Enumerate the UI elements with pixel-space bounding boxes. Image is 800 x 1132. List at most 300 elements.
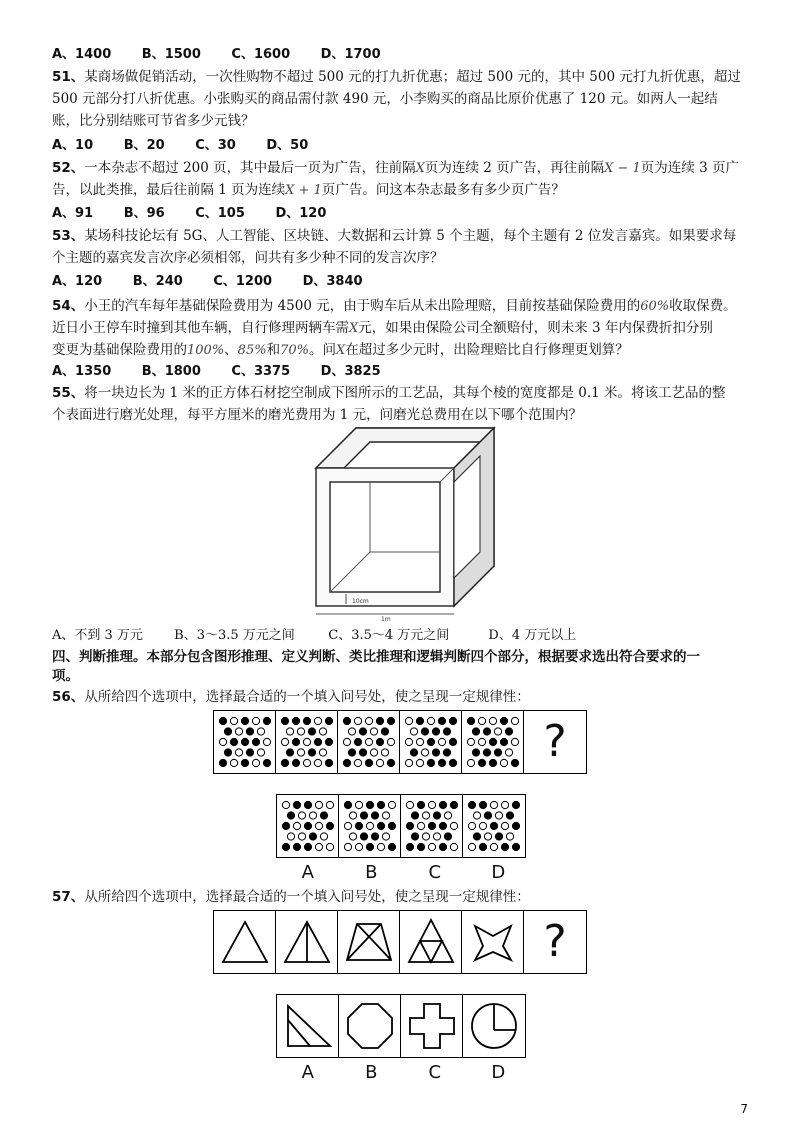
- dot-mark: [422, 812, 429, 819]
- dot-mark: [281, 759, 288, 766]
- dot-pattern-icon: [279, 714, 335, 770]
- dot-mark: [505, 749, 512, 756]
- dot-pattern-icon: [465, 714, 521, 770]
- cross-icon: [404, 998, 460, 1054]
- dot-mark: [308, 728, 315, 735]
- dot-mark: [382, 833, 389, 840]
- dot-mark: [405, 759, 412, 766]
- dot-mark: [416, 738, 423, 745]
- q57-q-cell-5: [462, 911, 524, 973]
- q54-option-c[interactable]: C、3375: [231, 364, 291, 379]
- dot-mark: [472, 749, 479, 756]
- dot-mark: [376, 759, 383, 766]
- q54-option-b[interactable]: B、1800: [141, 364, 201, 379]
- dot-mark: [438, 717, 445, 724]
- q57-option-b-figure[interactable]: [339, 995, 401, 1057]
- dot-mark: [354, 717, 361, 724]
- dot-mark: [366, 843, 373, 850]
- dot-mark: [388, 843, 395, 850]
- dot-mark: [308, 749, 315, 756]
- dot-mark: [472, 728, 479, 735]
- q54-text-line-1: [52, 296, 737, 317]
- star-shape-icon: [465, 914, 521, 970]
- dot-mark: [381, 728, 388, 735]
- section-4-header-line-2: 项。: [52, 668, 79, 684]
- dot-mark: [359, 728, 366, 735]
- dot-mark: [257, 749, 264, 756]
- q54-var-x: X: [349, 321, 359, 336]
- dot-mark: [421, 728, 428, 735]
- q54-stem-1b: 收取保费。: [669, 298, 737, 314]
- dot-pattern-icon: [404, 798, 460, 854]
- q53-option-d[interactable]: D、3840: [302, 274, 363, 289]
- dot-mark: [449, 759, 456, 766]
- thickness-label: 10cm: [352, 598, 369, 605]
- dot-mark: [489, 738, 496, 745]
- q56-letter-b[interactable]: B: [365, 862, 378, 883]
- q54-stem-3c: 和: [266, 342, 281, 358]
- crossed-trapezoid-icon: [341, 914, 397, 970]
- dot-mark: [511, 738, 518, 745]
- q56-option-strip: [276, 794, 526, 858]
- dot-mark: [387, 759, 394, 766]
- dot-mark: [246, 728, 253, 735]
- dot-mark: [376, 717, 383, 724]
- q51-option-a[interactable]: A、10: [52, 138, 94, 153]
- dot-mark: [309, 812, 316, 819]
- dot-mark: [309, 833, 316, 840]
- dot-mark: [360, 812, 367, 819]
- dot-mark: [427, 738, 434, 745]
- dot-mark: [478, 738, 485, 745]
- dot-mark: [293, 822, 300, 829]
- dot-mark: [506, 812, 513, 819]
- right-triangle-icon: [280, 998, 336, 1054]
- dot-mark: [433, 833, 440, 840]
- section-4-header-line-1: 四、判断推理。本部分包含图形推理、定义判断、类比推理和逻辑判断四个部分，根据要求选出符合要求的一: [52, 649, 700, 665]
- dot-mark: [450, 843, 457, 850]
- dot-mark: [235, 728, 242, 735]
- dot-mark: [410, 728, 417, 735]
- dot-mark: [388, 801, 395, 808]
- q54-pct-100: 100%: [187, 343, 225, 358]
- q54-option-a[interactable]: A、1350: [52, 364, 112, 379]
- dot-mark: [326, 822, 333, 829]
- dot-mark: [406, 822, 413, 829]
- dot-mark: [439, 843, 446, 850]
- q57-stem: 从所给四个选项中，选择最合适的一个填入问号处，使之呈现一定规律性：: [84, 889, 530, 905]
- dot-mark: [512, 801, 519, 808]
- dot-mark: [417, 822, 424, 829]
- q57-letter-b[interactable]: B: [365, 1062, 378, 1083]
- dot-mark: [417, 801, 424, 808]
- dot-mark: [297, 749, 304, 756]
- dot-mark: [230, 738, 237, 745]
- dot-mark: [303, 717, 310, 724]
- q57-q-cell-4: [400, 911, 462, 973]
- q51-text-line-1: [52, 67, 741, 87]
- q51-text-line-3: 账，比分别结账可节省多少元钱？: [52, 113, 255, 129]
- q55-option-d[interactable]: D、4 万元以上: [488, 628, 577, 643]
- dot-mark: [439, 822, 446, 829]
- dot-mark: [444, 833, 451, 840]
- q56-letter-c[interactable]: C: [428, 862, 442, 883]
- dot-mark: [241, 759, 248, 766]
- dot-mark: [406, 843, 413, 850]
- dot-mark: [224, 728, 231, 735]
- dot-mark: [366, 801, 373, 808]
- q57-letter-c[interactable]: C: [428, 1062, 442, 1083]
- q51-option-c[interactable]: C、30: [195, 138, 236, 153]
- dot-mark: [443, 749, 450, 756]
- dot-mark: [473, 812, 480, 819]
- dot-mark: [421, 749, 428, 756]
- dot-mark: [449, 717, 456, 724]
- dot-mark: [427, 759, 434, 766]
- q54-stem-1a: 小王的汽车每年基础保险费用为 4500 元，由于购车后从未出险理赔，目前按基础保险费用的: [84, 298, 641, 314]
- dot-mark: [326, 843, 333, 850]
- q57-option-d-figure[interactable]: [463, 995, 525, 1057]
- dot-mark: [494, 728, 501, 735]
- dot-mark: [252, 717, 259, 724]
- dot-mark: [370, 749, 377, 756]
- dot-mark: [473, 833, 480, 840]
- q55-option-a[interactable]: A、不到 3 万元: [52, 628, 143, 643]
- dot-mark: [287, 833, 294, 840]
- dot-mark: [252, 759, 259, 766]
- q50-option-b[interactable]: B、1500: [141, 47, 201, 62]
- dot-mark: [319, 728, 326, 735]
- dot-mark: [344, 822, 351, 829]
- dot-mark: [315, 822, 322, 829]
- hollow-cube-figure: [308, 418, 504, 622]
- q54-options: [52, 362, 407, 382]
- q57-option-c-figure[interactable]: [401, 995, 463, 1057]
- q54-option-d[interactable]: D、3825: [320, 364, 381, 379]
- q57-letter-d[interactable]: D: [491, 1062, 506, 1083]
- dot-pattern-icon: [341, 714, 397, 770]
- dot-pattern-icon: [342, 798, 398, 854]
- dot-mark: [326, 801, 333, 808]
- dot-mark: [467, 759, 474, 766]
- q56-option-b-figure[interactable]: [339, 795, 401, 857]
- q52-options: [52, 204, 352, 224]
- dot-mark: [252, 738, 259, 745]
- dot-mark: [325, 717, 332, 724]
- dot-mark: [478, 717, 485, 724]
- dot-mark: [388, 822, 395, 829]
- q56-number: 56、: [52, 689, 85, 705]
- q54-stem-3e: 在超过多少元时，出险理赔比自行修理更划算？: [345, 342, 629, 358]
- dot-pattern-icon: [466, 798, 522, 854]
- q56-option-letters: [276, 862, 530, 883]
- dot-mark: [416, 717, 423, 724]
- dot-mark: [365, 738, 372, 745]
- q56-option-d-figure[interactable]: [463, 795, 525, 857]
- dot-mark: [343, 717, 350, 724]
- q54-stem-3b: 、: [224, 342, 238, 358]
- q56-stem: 从所给四个选项中，选择最合适的一个填入问号处，使之呈现一定规律性：: [84, 689, 530, 705]
- dot-mark: [314, 738, 321, 745]
- dot-mark: [376, 738, 383, 745]
- q56-option-a-figure[interactable]: [277, 795, 339, 857]
- dot-mark: [281, 738, 288, 745]
- dot-mark: [512, 843, 519, 850]
- q51-options: [52, 136, 334, 156]
- q52-option-d[interactable]: D、120: [275, 206, 327, 221]
- q53-text-line-1: [52, 226, 736, 246]
- q56-q-cell-5: [462, 711, 524, 773]
- split-triangle-icon: [279, 914, 335, 970]
- q54-text-line-3: [52, 340, 629, 361]
- dot-mark: [343, 738, 350, 745]
- dot-mark: [281, 717, 288, 724]
- triangle-icon: [217, 914, 273, 970]
- page-number: 7: [740, 1102, 748, 1116]
- side-length-label: 1m: [381, 616, 391, 622]
- dot-mark: [282, 822, 289, 829]
- dot-mark: [495, 812, 502, 819]
- dot-mark: [405, 717, 412, 724]
- q55-stem-1: 将一块边长为 1 米的正方体石材挖空制成下图所示的工艺品，其每个棱的宽度都是 0.1 米。将该工艺品的整: [84, 385, 726, 401]
- dot-mark: [292, 738, 299, 745]
- dot-mark: [286, 749, 293, 756]
- dot-mark: [354, 759, 361, 766]
- q54-number: 54、: [52, 298, 85, 314]
- dot-mark: [438, 759, 445, 766]
- dot-mark: [406, 801, 413, 808]
- q52-text-line-1: [52, 158, 739, 179]
- q53-option-b[interactable]: B、240: [132, 274, 183, 289]
- dot-mark: [348, 728, 355, 735]
- dot-mark: [365, 717, 372, 724]
- dot-mark: [387, 717, 394, 724]
- q52-option-c[interactable]: C、105: [195, 206, 245, 221]
- dot-mark: [512, 822, 519, 829]
- dot-mark: [241, 738, 248, 745]
- q55-option-c[interactable]: C、3.5～4 万元之间: [328, 628, 450, 643]
- q53-stem-1: 某场科技论坛有 5G、人工智能、区块链、大数据和云计算 5 个主题，每个主题有 2 位发言嘉宾。如果要求每: [84, 228, 737, 244]
- q57-number: 57、: [52, 889, 85, 905]
- dot-mark: [479, 801, 486, 808]
- q56-q-cell-3: [338, 711, 400, 773]
- q57-letter-a[interactable]: A: [301, 1062, 314, 1083]
- dot-mark: [479, 843, 486, 850]
- dot-mark: [428, 843, 435, 850]
- q54-var-x-2: X: [335, 343, 346, 358]
- q52-text-line-2: [52, 180, 565, 201]
- q57-text: [52, 887, 530, 907]
- q57-question-strip: [213, 910, 587, 974]
- q52-option-a[interactable]: A、91: [52, 206, 94, 221]
- q57-q-cell-question: [524, 911, 586, 973]
- q55-options: [52, 626, 576, 646]
- dot-mark: [241, 717, 248, 724]
- q51-option-b[interactable]: B、20: [123, 138, 165, 153]
- q50-option-a[interactable]: A、1400: [52, 47, 112, 62]
- dot-mark: [427, 717, 434, 724]
- dot-mark: [490, 801, 497, 808]
- dot-mark: [230, 717, 237, 724]
- dot-mark: [343, 759, 350, 766]
- dot-mark: [411, 812, 418, 819]
- dot-mark: [320, 812, 327, 819]
- dot-mark: [325, 738, 332, 745]
- dot-mark: [490, 843, 497, 850]
- dot-mark: [500, 738, 507, 745]
- q52-number: 52、: [52, 160, 85, 176]
- dot-mark: [263, 717, 270, 724]
- q53-text-line-2: 个主题的嘉宾发言次序必须相邻，问共有多少种不同的发言次序？: [52, 250, 444, 266]
- q52-stem-1a: 一本杂志不超过 200 页，其中最后一页为广告，往前隔: [84, 160, 416, 176]
- q57-q-cell-1: [214, 911, 276, 973]
- q57-option-strip: [276, 994, 526, 1058]
- q50-option-c[interactable]: C、1600: [231, 47, 291, 62]
- q54-stem-2b: 元，如果由保险公司全额赔付，则未来 3 年内保费折扣分别: [358, 320, 713, 336]
- dot-mark: [349, 812, 356, 819]
- dot-mark: [439, 801, 446, 808]
- dot-mark: [495, 833, 502, 840]
- dot-mark: [314, 759, 321, 766]
- dot-mark: [319, 749, 326, 756]
- dot-mark: [371, 812, 378, 819]
- dot-mark: [411, 833, 418, 840]
- dot-mark: [263, 738, 270, 745]
- dot-mark: [219, 738, 226, 745]
- dot-mark: [320, 833, 327, 840]
- q52-stem-2b: 页广告。问这本杂志最多有多少页广告？: [321, 182, 565, 198]
- q57-option-a-figure[interactable]: [277, 995, 339, 1057]
- dot-mark: [230, 759, 237, 766]
- dot-mark: [468, 822, 475, 829]
- dot-mark: [263, 759, 270, 766]
- dot-mark: [344, 843, 351, 850]
- q55-option-b[interactable]: B、3～3.5 万元之间: [174, 628, 295, 643]
- dot-mark: [303, 738, 310, 745]
- dot-mark: [500, 759, 507, 766]
- q57-q-cell-2: [276, 911, 338, 973]
- q51-option-d[interactable]: D、50: [266, 138, 309, 153]
- dot-mark: [433, 812, 440, 819]
- dot-mark: [387, 738, 394, 745]
- q56-option-c-figure[interactable]: [401, 795, 463, 857]
- q56-q-cell-2: [276, 711, 338, 773]
- dot-mark: [325, 759, 332, 766]
- q52-var-x-minus-1: X − 1: [604, 161, 641, 176]
- q54-stem-2a: 近日小王停车时撞到其他车辆，自行修理两辆车需: [52, 320, 349, 336]
- dot-mark: [314, 717, 321, 724]
- q52-stem-1c: 页为连续 3 页广: [640, 160, 739, 176]
- dot-mark: [450, 822, 457, 829]
- dot-mark: [286, 728, 293, 735]
- q56-letter-a[interactable]: A: [301, 862, 314, 883]
- dot-mark: [293, 801, 300, 808]
- dot-mark: [292, 759, 299, 766]
- q52-stem-2a: 告，以此类推，最后往前隔 1 页为连续: [52, 182, 286, 198]
- q51-stem-1: 某商场做促销活动，一次性购物不超过 500 元的打九折优惠；超过 500 元的，其中 500 元打九折优惠，超过: [84, 69, 741, 85]
- dot-mark: [484, 812, 491, 819]
- dot-mark: [443, 728, 450, 735]
- q52-var-x: X: [415, 161, 425, 176]
- q54-stem-3a: 变更为基础保险费用的: [52, 342, 187, 358]
- dot-mark: [304, 843, 311, 850]
- dot-mark: [359, 749, 366, 756]
- dot-mark: [287, 812, 294, 819]
- dot-mark: [501, 801, 508, 808]
- q57-q-cell-3: [338, 911, 400, 973]
- dot-mark: [377, 822, 384, 829]
- dot-mark: [282, 801, 289, 808]
- dot-mark: [483, 728, 490, 735]
- dot-mark: [360, 833, 367, 840]
- dot-mark: [304, 801, 311, 808]
- dot-mark: [370, 728, 377, 735]
- octagon-icon: [342, 998, 398, 1054]
- dot-mark: [422, 833, 429, 840]
- dot-mark: [511, 759, 518, 766]
- dot-mark: [483, 749, 490, 756]
- dot-mark: [511, 717, 518, 724]
- q50-options: [52, 45, 407, 65]
- dot-mark: [304, 822, 311, 829]
- dot-mark: [438, 738, 445, 745]
- dot-mark: [432, 728, 439, 735]
- q56-question-strip: [213, 710, 587, 774]
- dot-mark: [484, 833, 491, 840]
- dot-mark: [349, 833, 356, 840]
- q56-letter-d[interactable]: D: [491, 862, 506, 883]
- q54-text-line-2: [52, 318, 713, 339]
- q51-text-line-2: 500 元部分打八折优惠。小张购买的商品需付款 490 元，小李购买的商品比原价优惠了 120 元。如两人一起结: [52, 91, 718, 107]
- dot-mark: [293, 843, 300, 850]
- q53-option-a[interactable]: A、120: [52, 274, 103, 289]
- q51-number: 51、: [52, 69, 85, 85]
- q50-option-d[interactable]: D、1700: [320, 47, 381, 62]
- dot-mark: [366, 822, 373, 829]
- q52-var-x-plus-1: X + 1: [285, 183, 322, 198]
- dot-mark: [298, 833, 305, 840]
- dot-mark: [432, 749, 439, 756]
- dot-mark: [377, 801, 384, 808]
- dot-mark: [490, 822, 497, 829]
- dot-mark: [494, 749, 501, 756]
- q54-pct-85: 85%: [237, 343, 267, 358]
- q53-option-c[interactable]: C、1200: [213, 274, 273, 289]
- dot-mark: [365, 759, 372, 766]
- dot-mark: [506, 833, 513, 840]
- dot-mark: [315, 801, 322, 808]
- dot-mark: [410, 749, 417, 756]
- dot-mark: [371, 833, 378, 840]
- dot-mark: [417, 843, 424, 850]
- dot-mark: [246, 749, 253, 756]
- dot-mark: [468, 843, 475, 850]
- q56-q-cell-4: [400, 711, 462, 773]
- q52-option-b[interactable]: B、96: [123, 206, 165, 221]
- dot-mark: [444, 812, 451, 819]
- q56-q-cell-question: [524, 711, 586, 773]
- dot-mark: [354, 738, 361, 745]
- q55-number: 55、: [52, 385, 85, 401]
- dot-mark: [219, 717, 226, 724]
- q55-text-line-2: 个表面进行磨光处理，每平方厘米的磨光费用为 1 元，问磨光总费用在以下哪个范围内？: [52, 407, 583, 423]
- dot-mark: [303, 759, 310, 766]
- dot-mark: [348, 749, 355, 756]
- dot-mark: [428, 822, 435, 829]
- q53-options: [52, 272, 389, 292]
- dot-mark: [468, 801, 475, 808]
- dot-mark: [315, 843, 322, 850]
